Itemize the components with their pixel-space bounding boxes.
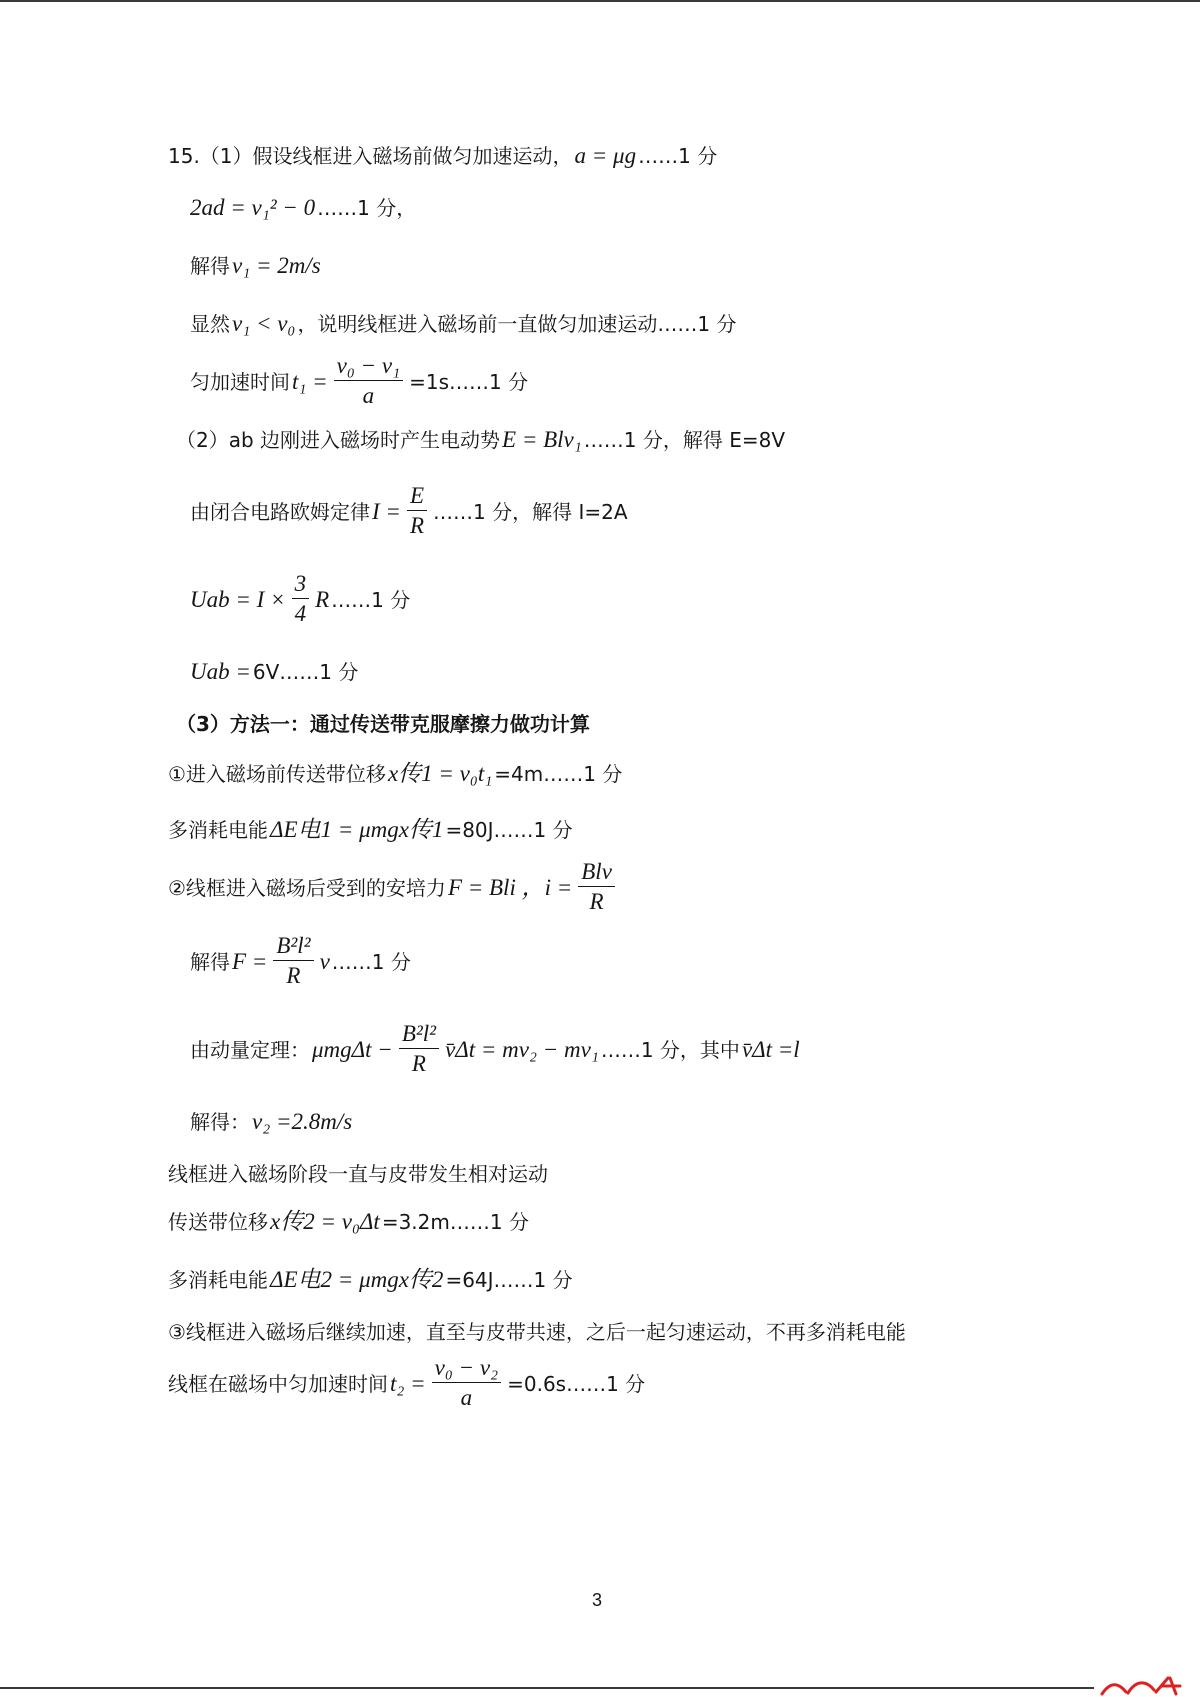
page-number: 3 bbox=[592, 1590, 603, 1610]
line-e2: 多消耗电能 ΔE电2 = μmgx传2 =64J……1 分 bbox=[168, 1267, 573, 1292]
line-15-3-heading: （3）方法一：通过传送带克服摩擦力做功计算 bbox=[176, 712, 590, 736]
fraction: $\frac{\text{B²l²}}{R}$ bbox=[399, 1020, 439, 1079]
line-2ad: 2ad = v₁² − 0 ……1 分， bbox=[190, 195, 417, 220]
line-t2: 线框在磁场中匀加速时间 t₂ = $\frac{\text{v₀ − v₂}}{a}$ =0.6s……1 分 bbox=[168, 1354, 645, 1413]
line-uab-formula: Uab = I × $\frac{3}{4}$ R ……1 分 bbox=[190, 570, 410, 629]
fraction: $\frac{\text{Blv}}{R}$ bbox=[578, 858, 615, 917]
line-15-1: 15.（1）假设线框进入磁场前做匀加速运动， a = μg ……1 分 bbox=[168, 143, 718, 168]
fraction: $\frac{\text{B²l²}}{R}$ bbox=[273, 932, 313, 991]
line-ohm: 由闭合电路欧姆定律 I = $\frac{E}{R}$ ……1 分，解得 I=2A bbox=[190, 482, 628, 541]
line-momentum: 由动量定理： μmgΔt − $\frac{\text{B²l²}}{R}$ v̄Δt = mv₂ − mv₁ ……1 分，其中 v̄Δt =l bbox=[190, 1020, 800, 1079]
fraction: $\frac{E}{R}$ bbox=[407, 482, 427, 541]
line-e1: 多消耗电能 ΔE电1 = μmgx传1 =80J……1 分 bbox=[168, 817, 573, 842]
line-ampere-force: ②线框进入磁场后受到的安培力 F = Bli ，i = $\frac{\text{Blv}}{R}$ bbox=[168, 858, 619, 917]
line-uab-value: Uab = 6V……1 分 bbox=[190, 659, 359, 684]
line-obviously: 显然 v₁ < v₀ ，说明线框进入磁场前一直做匀加速运动……1 分 bbox=[190, 311, 737, 336]
fraction: $\frac{\text{v₀ − v₂}}{a}$ bbox=[432, 1354, 501, 1413]
line-relative-motion: 线框进入磁场阶段一直与皮带发生相对运动 bbox=[168, 1162, 548, 1186]
line-v2: 解得： v₂ =2.8m/s bbox=[190, 1109, 353, 1134]
scan-border-bottom bbox=[0, 1687, 1094, 1689]
scan-border-top bbox=[0, 0, 1200, 2]
line-t1: 匀加速时间 t₁ = $\frac{\text{v₀ − v₁}}{a}$ =1s……1 分 bbox=[190, 352, 528, 411]
line-v1: 解得 v₁ = 2m/s bbox=[190, 253, 321, 278]
red-stamp-fragment bbox=[1096, 1674, 1186, 1697]
line-15-2: （2）ab 边刚进入磁场时产生电动势 E = Blv₁ ……1 分，解得 E=8V bbox=[176, 427, 786, 452]
line-f-result: 解得 F = $\frac{\text{B²l²}}{R}$ v ……1 分 bbox=[190, 932, 411, 991]
line-continue-accel: ③线框进入磁场后继续加速，直至与皮带共速，之后一起匀速运动，不再多消耗电能 bbox=[168, 1320, 906, 1344]
fraction: $\frac{\text{v₀ − v₁}}{a}$ bbox=[334, 352, 403, 411]
fraction: $\frac{3}{4}$ bbox=[292, 570, 310, 629]
line-x2: 传送带位移 x传2 = v₀Δt =3.2m……1 分 bbox=[168, 1209, 529, 1234]
line-x1: ①进入磁场前传送带位移 x传1 = v₀t₁ =4m……1 分 bbox=[168, 761, 623, 786]
